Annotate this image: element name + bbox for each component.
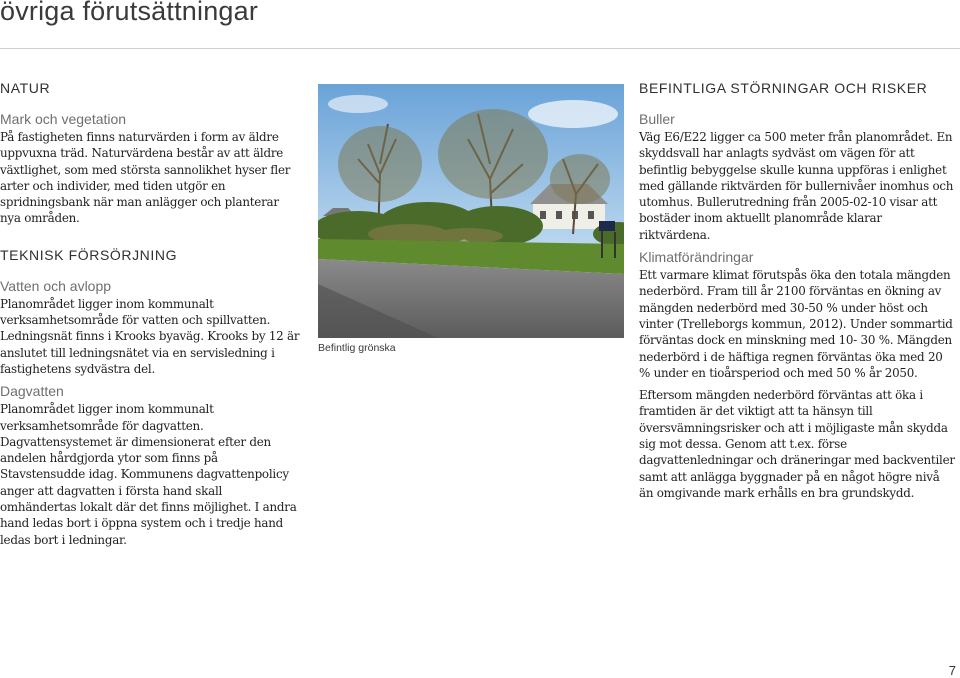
klimat-text-1: Ett varmare klimat förutspås öka den totala mängden nederbörd. Fram till år 2100 förväntas en ökning av mängden nederbörd med 30-50 % under höst och vinter (Trelleborgs kommun, 2012). Under sommartid förväntas dock en minskning med 10- 30 %. Mängden nederbörd i de häftiga regnen förväntas öka med 20 % under en tioårsperiod och med 50 % år 2050. [639, 268, 953, 380]
dagvatten-heading: Dagvatten [0, 383, 64, 400]
dagvatten-text-1: Planområdet ligger inom kommunalt verksamhetsområde för dagvatten. [0, 402, 214, 433]
title-divider [0, 48, 960, 49]
left-column [0, 80, 300, 548]
vatten-och-avlopp-heading: Vatten och avlopp [0, 277, 112, 294]
storningar-heading: BEFINTLIGA STÖRNINGAR OCH RISKER [639, 80, 928, 96]
teknisk-forsorjning-heading: TEKNISK FÖRSÖRJNING [0, 246, 178, 263]
photo-caption: Befintlig grönska [318, 342, 396, 354]
mark-och-vegetation-text: På fastigheten finns naturvärden i form av äldre uppvuxna träd. Naturvärdena består av att äldre växtlighet, som med största sannolikhet hyser fler arter och individer, med tiden utgör en spridningsbank när man anlägger och planterar nya områden. [0, 130, 291, 226]
klimatforandringar-heading: Klimatförändringar [639, 249, 754, 266]
buller-text: Väg E6/E22 ligger ca 500 meter från planområdet. En skyddsvall har anlagts sydväst om vägen för att befintlig bebyggelse skulle kunna uppföras i enlighet med gällande riktvärden för bullernivåer inomhus och utomhus. Bullerutredning från 2005-02-10 visar att bostäder inom aktuellt planområde klarar riktvärdena. [639, 130, 954, 242]
right-column [639, 80, 955, 501]
buller-heading: Buller [639, 111, 675, 127]
klimat-text-2: Eftersom mängden nederbörd förväntas att öka i framtiden är det viktigt att ta hänsyn till översvämningsrisker och att i möjligaste mån skydda sig mot dessa. Genom att t.ex. förse dagvattenledningar och dräneringar med backventiler samt att anlägga byggnader på en något högre nivå än omgivande mark erhålls en bra grundskydd. [639, 388, 955, 500]
dagvatten-text-2: Dagvattensystemet är dimensionerat efter den andelen hårdgjorda ytor som finns på Stavstensudde idag. Kommunens dagvattenpolicy anger att dagvatten i första hand skall omhändertas lokalt där det finns möjlighet. I andra hand ledas bort i öppna system och i tredje hand ledas bort i ledningar. [0, 434, 297, 547]
mark-och-vegetation-heading: Mark och vegetation [0, 111, 127, 127]
page-title: övriga förutsättningar [0, 0, 259, 26]
natur-heading: NATUR [0, 80, 51, 96]
vatten-och-avlopp-text: Planområdet ligger inom kommunalt verksamhetsområde för vatten och spillvatten. Ledningsnät finns i Krooks byaväg. Krooks by 12 är anslutet till ledningsnätet via en servisledning i fastighetens sydvästra del. [0, 296, 300, 376]
photo-column [318, 80, 624, 354]
page-number: 7 [948, 663, 956, 678]
photo-befintlig-gronska [318, 84, 624, 338]
